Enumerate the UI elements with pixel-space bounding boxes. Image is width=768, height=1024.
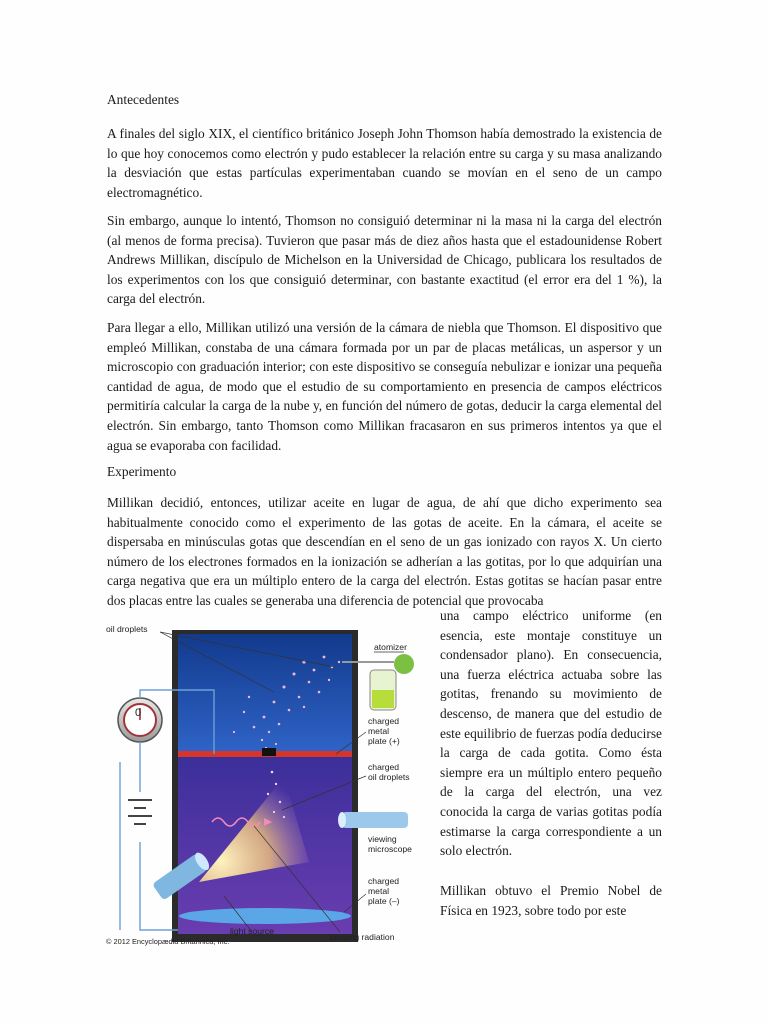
label-charged-plate-pos-3: plate (+) [368, 736, 400, 746]
section-heading-experimento: Experimento [107, 464, 177, 479]
label-viewing-1: viewing [368, 834, 397, 844]
label-charged-oil-2: oil droplets [368, 772, 410, 782]
paragraph-thomson: A finales del siglo XIX, el científico británico Joseph John Thomson había demostrado la existencia de lo que hoy conocemos como electrón y pudo establecer la relación entre su carga y su masa analizando la desviación que estas partículas experimentaban cuando se movían en el seno de un campo electromagnético. [107, 126, 662, 200]
label-charged-plate-neg-2: metal [368, 886, 390, 896]
label-atomizer: atomizer [374, 642, 407, 652]
negative-plate [179, 908, 351, 924]
label-ionizing-radiation: ionizing radiation [330, 932, 395, 942]
section-heading-antecedentes: Antecedentes [107, 92, 180, 107]
label-viewing-2: microscope [368, 844, 412, 854]
label-charged-plate-pos-1: charged [368, 716, 400, 726]
battery [128, 800, 152, 824]
figure-copyright: © 2012 Encyclopædia Britannica, Inc. [106, 937, 230, 946]
label-oil-droplets: oil droplets [106, 624, 148, 634]
millikan-apparatus-figure [104, 612, 434, 952]
label-light-source: light source [230, 926, 274, 936]
viewing-microscope [338, 812, 408, 828]
label-charged-plate-pos-2: metal [368, 726, 390, 736]
upper-chamber [178, 634, 352, 752]
gauge-reading: 0 [135, 707, 142, 719]
label-charged-plate-neg-1: charged [368, 876, 400, 886]
paragraph-oil-drop-continued: una campo eléctrico uniforme (en esencia, este montaje constituye un condensador plano). En consecuencia, una fuerza eléctrica actuaba sobre las gotitas, frenando su movimiento de descenso, de manera que del estudio de este equilibrio de fuerzas podía deducirse la carga de cada gotita. Como ésta siempre era un múltiplo entero pequeño de la carga del electrón, una vez conocida la carga de varias gotitas podía estimarse la carga correspondiente a un solo electrón. [440, 608, 662, 859]
paragraph-nobel: Millikan obtuvo el Premio Nobel de Física en 1923, sobre todo por este [440, 883, 662, 918]
label-charged-plate-neg-3: plate (–) [368, 896, 400, 906]
paragraph-oil-drop: Millikan decidió, entonces, utilizar aceite en lugar de agua, de ahí que dicho experimento sea habitualmente conocido como el experimento de las gotas de aceite. En la cámara, el aceite se dispersaba en minúsculas gotas que descendían en el seno de un gas ionizado con rayos X. Un cierto número de los electrones formados en la ionización se adherían a las gotitas, por lo que adquirían una carga negativa que era un múltiplo entero de la carga del electrón. Estas gotitas se hacían pasar entre dos placas entre las cuales se generaba una diferencia de potencial que provocaba [107, 495, 662, 608]
paragraph-cloud-chamber: Para llegar a ello, Millikan utilizó una versión de la cámara de niebla que Thomson. El dispositivo que empleó Millikan, constaba de una cámara formada por un par de placas metálicas, un aspersor y un microscopio con graduación interior; con este dispositivo se conseguía nebulizar e ionizar una pequeña cantidad de agua, de modo que el estudio de su comportamiento en presencia de campos eléctricos permitiría calcular la carga de la nube y, en función del número de gotas, deducir la carga elemental del electrón. Sin embargo, tanto Thomson como Millikan fracasaron en sus primeros intentos ya que el agua se evaporaba con facilidad. [107, 320, 662, 453]
plate-hole [262, 748, 276, 756]
label-charged-oil-1: charged [368, 762, 400, 772]
paragraph-millikan-intro: Sin embargo, aunque lo intentó, Thomson no consiguió determinar ni la masa ni la carga del electrón (al menos de forma precisa). Tuvieron que pasar más de diez años hasta que el estadounidense Robert Andrews Millikan, discípulo de Michelson en la Universidad de Chicago, publicara los resultados de los experimentos con los que consiguió determinar, con bastante exactitud (el error era del 1 %), la carga del electrón. [107, 213, 662, 307]
voltmeter [118, 698, 162, 742]
